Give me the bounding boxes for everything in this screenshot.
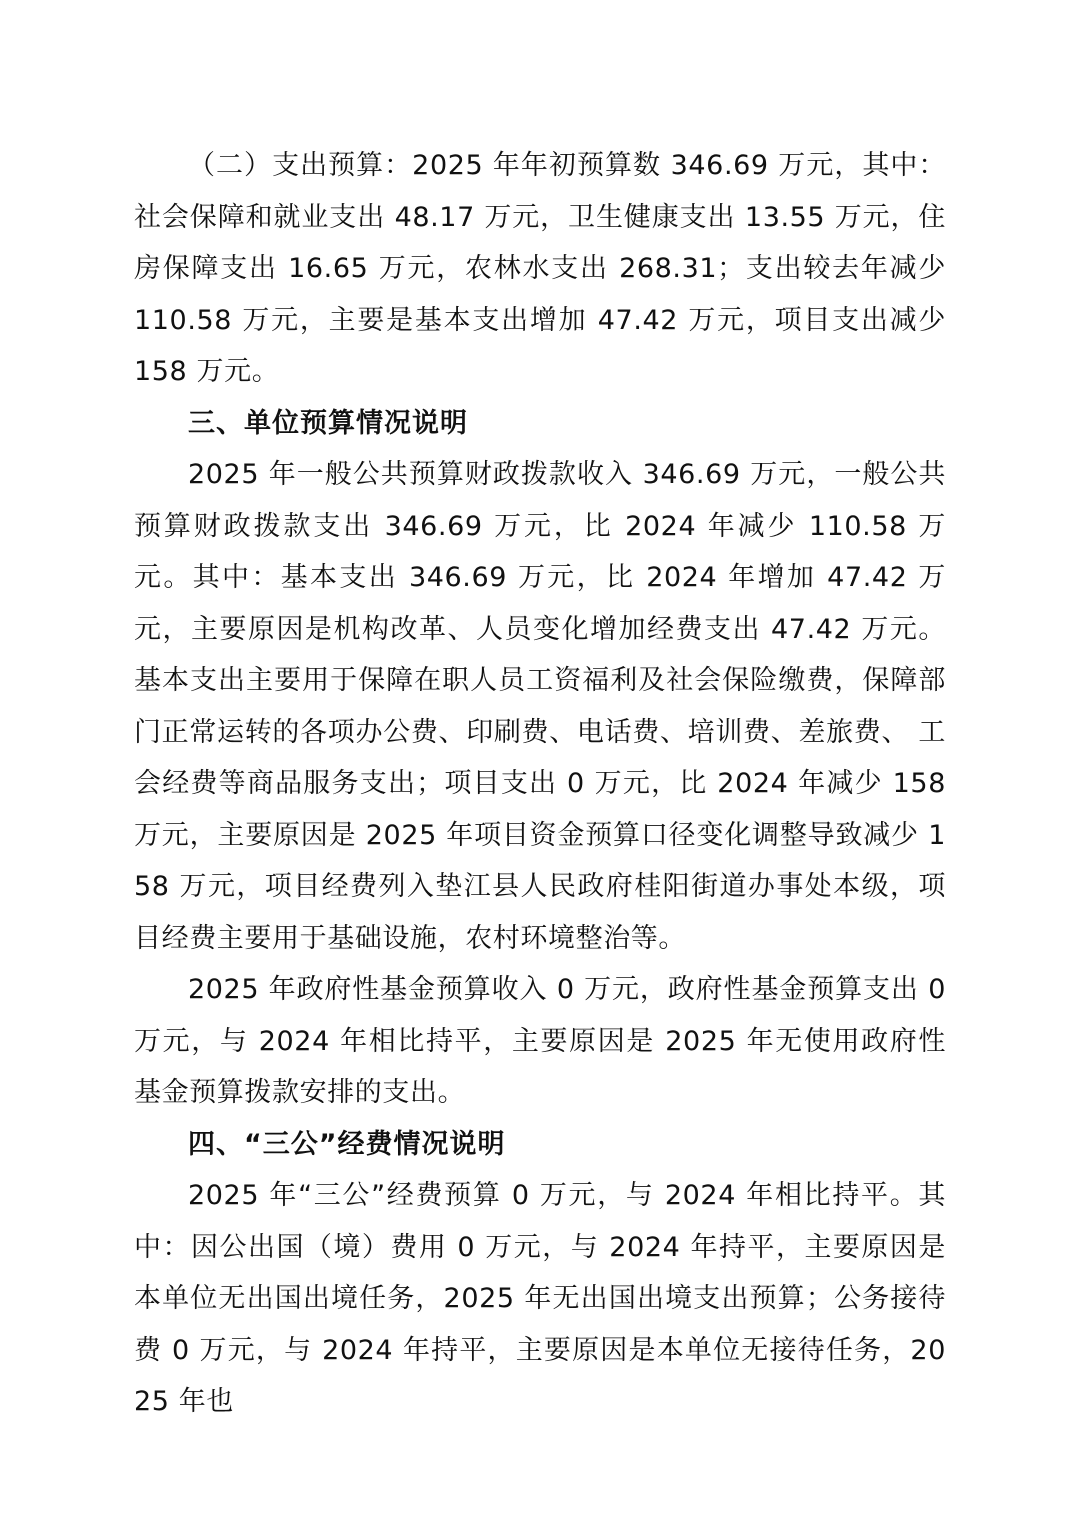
paragraph-expenditure-budget: （二）支出预算：2025 年年初预算数 346.69 万元，其中：社会保障和就业支出 48.17 万元，卫生健康支出 13.55 万元，住房保障支出 16.65 万元，农林水支出 268.31；支出较去年减少 110.58 万元，主要是基本支出增加 47.42 万元，项目支出减少 158 万元。 (134, 150, 946, 387)
paragraph-three-public-expenses: 2025 年“三公”经费预算 0 万元，与 2024 年相比持平。其中：因公出国（境）费用 0 万元，与 2024 年持平，主要原因是本单位无出国出境任务，2025 年无出国出境支出预算；公务接待费 0 万元，与 2024 年持平，主要原因是本单位无接待任务，2025 年也 (134, 1180, 946, 1417)
section-heading-unit-budget: 三、单位预算情况说明 (188, 407, 468, 439)
section-heading-three-public-expenses: 四、“三公”经费情况说明 (188, 1128, 506, 1160)
paragraph-government-fund-budget: 2025 年政府性基金预算收入 0 万元，政府性基金预算支出 0 万元，与 2024 年相比持平，主要原因是 2025 年无使用政府性基金预算拨款安排的支出。 (134, 974, 946, 1108)
document-page (134, 140, 946, 1428)
paragraph-general-public-budget: 2025 年一般公共预算财政拨款收入 346.69 万元，一般公共预算财政拨款支出 346.69 万元，比 2024 年减少 110.58 万元。其中：基本支出 346.69 万元，比 2024 年增加 47.42 万元，主要原因是机构改革、人员变化增加经费支出 47.42 万元。基本支出主要用于保障在职人员工资福利及社会保险缴费，保障部门正常运转的各项办公费、印刷费、电话费、培训费、差旅费、 工会经费等商品服务支出；项目支出 0 万元，比 2024 年减少 158 万元，主要原因是 2025 年项目资金预算口径变化调整导致减少 158 万元，项目经费列入垫江县人民政府桂阳街道办事处本级，项目经费主要用于基础设施，农村环境整治等。 (134, 459, 946, 954)
